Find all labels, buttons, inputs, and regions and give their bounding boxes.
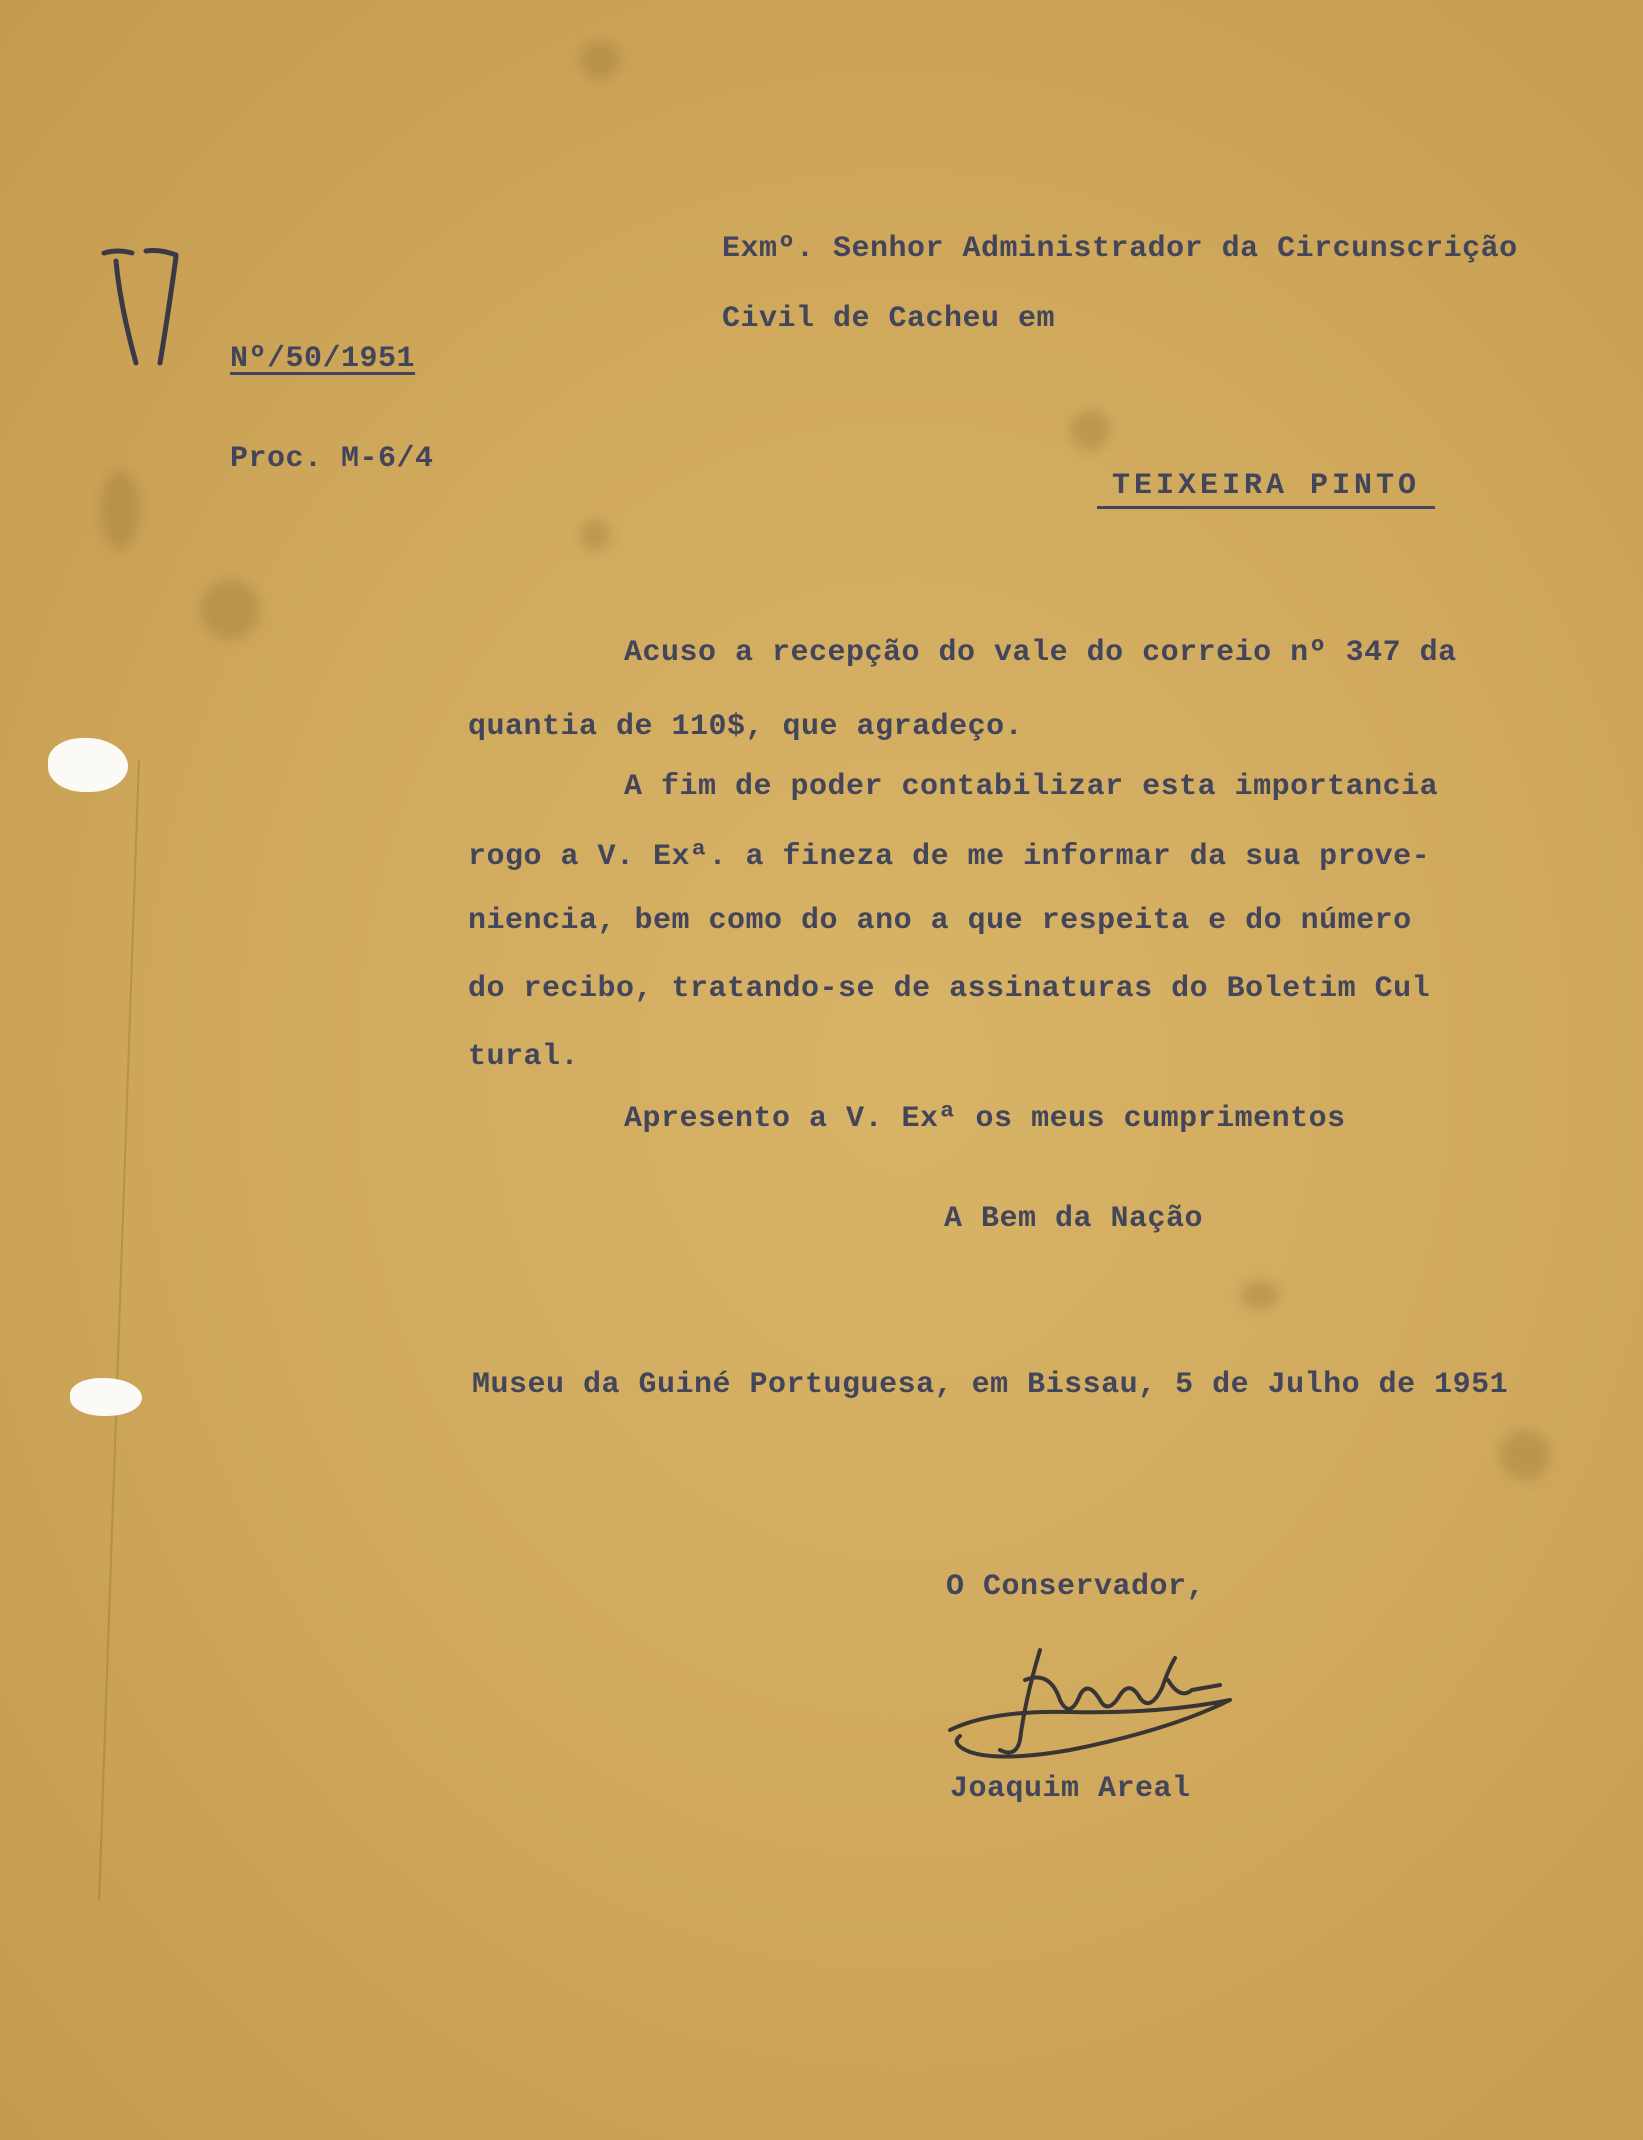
salutation: A Bem da Nação: [944, 1202, 1204, 1236]
recipient-city: TEIXEIRA PINTO: [1097, 466, 1435, 509]
body-line: quantia de 110$, que agradeço.: [468, 710, 1024, 744]
signature-icon: [930, 1640, 1250, 1780]
punch-hole: [70, 1378, 142, 1416]
stain: [1070, 410, 1110, 450]
body-line: Acuso a recepção do vale do correio nº 347 da: [624, 636, 1457, 670]
stain: [1240, 1280, 1280, 1310]
process-reference: Proc. M-6/4: [230, 442, 434, 476]
body-line: A fim de poder contabilizar esta importancia: [624, 770, 1439, 804]
stain: [200, 580, 260, 640]
stain: [580, 40, 620, 80]
signatory-title: O Conservador,: [946, 1570, 1206, 1604]
body-line: niencia, bem como do ano a que respeita e do número: [468, 904, 1412, 938]
place-date: Museu da Guiné Portuguesa, em Bissau, 5 de Julho de 1951: [472, 1368, 1509, 1402]
reference-number: Nº/50/1951: [230, 342, 416, 376]
body-line: tural.: [468, 1040, 580, 1074]
body-line: do recibo, tratando-se de assinaturas do Boletim Cul: [468, 972, 1431, 1006]
page-fold: [98, 760, 140, 1899]
address-line-2: Civil de Cacheu em: [722, 302, 1056, 336]
signatory-name: Joaquim Areal: [950, 1772, 1191, 1806]
closing-line: Apresento a V. Exª os meus cumprimentos: [624, 1102, 1346, 1136]
address-line-1: Exmº. Senhor Administrador da Circunscrição: [722, 232, 1518, 266]
body-line: rogo a V. Exª. a fineza de me informar da sua prove-: [468, 840, 1431, 874]
stain: [580, 520, 610, 550]
punch-hole: [48, 738, 128, 792]
stain: [1500, 1430, 1550, 1480]
stain: [100, 470, 140, 550]
handwritten-mark-icon: [98, 245, 188, 375]
